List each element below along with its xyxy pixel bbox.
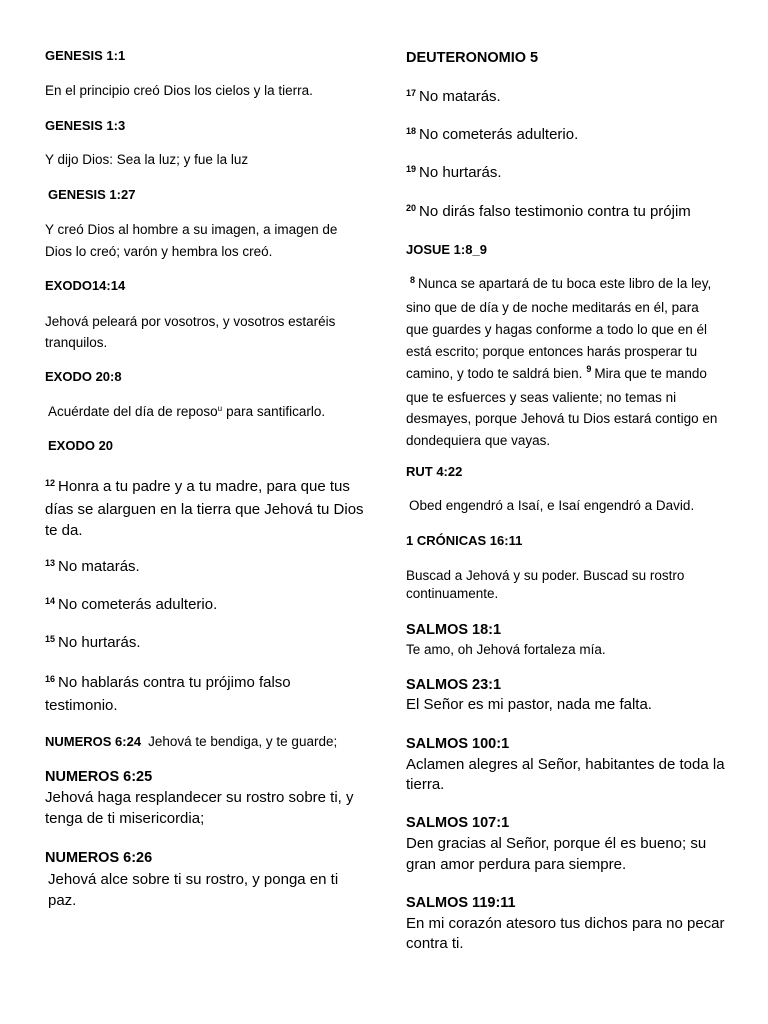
verse-text: No hurtarás. <box>419 164 502 181</box>
verse-line: Jehová haga resplandecer su rostro sobre ti, y <box>45 789 354 806</box>
verse-numeros-6-26 <box>48 869 338 911</box>
verse-number: 9 <box>586 364 592 375</box>
verse-line: tierra. <box>406 776 445 793</box>
verse-number: 12 <box>45 477 56 488</box>
verse-line: que guardes y hagas conforme a todo lo que en él <box>406 321 707 337</box>
verse-line: tranquilos. <box>45 335 108 350</box>
verse-text: No dirás falso testimonio contra tu prójim <box>419 203 691 220</box>
verse-deuteronomio-5-18 <box>406 124 578 147</box>
verse-number: 17 <box>406 87 417 98</box>
verse-salmos-18-1: Te amo, oh Jehová fortaleza mía. <box>406 642 606 657</box>
footnote-mark: u <box>217 404 223 414</box>
verse-line <box>45 556 140 579</box>
reference-salmos-23-1: SALMOS 23:1 <box>406 677 502 693</box>
reference-numeros-6-25: NUMEROS 6:25 <box>45 769 153 785</box>
verse-line: paz. <box>48 892 77 909</box>
verse-text: No cometerás adulterio. <box>419 126 579 143</box>
verse-line: Y creó Dios al hombre a su imagen, a imagen de <box>45 222 338 237</box>
verse-salmos-23-1: El Señor es mi pastor, nada me falta. <box>406 696 652 713</box>
verse-exodo-20-12 <box>45 476 364 541</box>
verse-exodo-20-13 <box>45 556 140 579</box>
verse-line: Y dijo Dios: Sea la luz; y fue la luz <box>45 152 249 167</box>
verse-line <box>45 476 364 499</box>
verse-salmos-119-11 <box>406 914 725 954</box>
verse-line: contra ti. <box>406 935 464 952</box>
verse-line <box>406 363 717 387</box>
verse-number: 13 <box>45 557 56 568</box>
verse-text: Mira que te mando <box>594 365 707 381</box>
verse-line: Dios lo creó; varón y hembra los creó. <box>45 244 273 259</box>
verse-number: 16 <box>45 673 56 684</box>
verse-exodo-20-8 <box>48 403 325 423</box>
verse-line: Jehová peleará por vosotros, y vosotros estaréis <box>45 314 336 329</box>
verse-line: días se alarguen en la tierra que Jehová tu Dios <box>45 501 364 518</box>
verse-text: Jehová te bendiga, y te guarde; <box>148 734 338 749</box>
verse-line <box>45 632 141 655</box>
reference-numeros-6-24: NUMEROS 6:24 <box>45 734 142 749</box>
verse-line: Jehová alce sobre ti su rostro, y ponga en ti <box>48 871 339 888</box>
reference-exodo-20: EXODO 20 <box>48 438 114 453</box>
verse-number: 19 <box>406 163 417 174</box>
reference-genesis-1-27: GENESIS 1:27 <box>48 187 136 202</box>
verse-numeros-6-24 <box>45 733 337 751</box>
verse-salmos-107-1 <box>406 833 706 875</box>
verse-genesis-1-1 <box>45 82 313 100</box>
verse-line: continuamente. <box>406 586 499 601</box>
verse-salmos-100-1 <box>406 755 725 795</box>
reference-exodo-14-14: EXODO14:14 <box>45 278 126 293</box>
verse-text: Nunca se apartará de tu boca este libro de la ley, <box>418 276 712 291</box>
verse-line: dondequiera que vayas. <box>406 433 551 449</box>
verse-exodo-20-15 <box>45 632 141 655</box>
verse-line: sino que de día y de noche meditarás en él, para <box>406 299 699 315</box>
verse-text: camino, y todo te saldrá bien. <box>406 365 583 381</box>
verse-josue-1-8-9 <box>406 273 718 452</box>
verse-line: Den gracias al Señor, porque él es bueno; su <box>406 835 707 852</box>
verse-exodo-14-14 <box>45 311 335 353</box>
verse-genesis-1-27 <box>45 219 337 263</box>
reference-rut-4-22: RUT 4:22 <box>406 464 463 479</box>
verse-line <box>45 672 291 695</box>
verse-deuteronomio-5-17 <box>406 86 501 109</box>
verse-line <box>45 594 217 617</box>
verse-line: desmayes, porque Jehová tu Dios estará contigo en <box>406 411 718 427</box>
verse-text: No matarás. <box>58 558 140 575</box>
verse-cronicas-16-11 <box>406 567 684 603</box>
verse-line: tenga de ti misericordia; <box>45 810 205 827</box>
verse-number: 20 <box>406 202 417 213</box>
verse-line: Aclamen alegres al Señor, habitantes de toda la <box>406 756 725 773</box>
reference-salmos-18-1: SALMOS 18:1 <box>406 622 502 638</box>
verse-deuteronomio-5-19 <box>406 162 502 185</box>
reference-salmos-119-11: SALMOS 119:11 <box>406 895 516 911</box>
verse-genesis-1-3 <box>45 151 248 169</box>
verse-text: Acuérdate del día de reposo <box>48 404 218 419</box>
reference-genesis-1-3: GENESIS 1:3 <box>45 118 126 133</box>
verse-text: No cometerás adulterio. <box>58 596 218 613</box>
reference-genesis-1-1: GENESIS 1:1 <box>45 48 126 63</box>
verse-line: En el principio creó Dios los cielos y la tierra. <box>45 83 313 98</box>
verse-exodo-20-14 <box>45 594 217 617</box>
verse-line <box>410 273 717 297</box>
verse-line: está escrito; porque entonces harás prosperar tu <box>406 343 698 359</box>
verse-number: 8 <box>410 274 416 285</box>
verse-text: para santificarlo. <box>226 404 326 419</box>
verse-line: En mi corazón atesoro tus dichos para no pecar <box>406 915 725 932</box>
verse-line: te da. <box>45 522 83 539</box>
reference-deuteronomio-5: DEUTERONOMIO 5 <box>406 50 539 66</box>
reference-cronicas-16-11: 1 CRÓNICAS 16:11 <box>406 533 523 548</box>
verse-text: No hurtarás. <box>58 634 141 651</box>
verse-number: 14 <box>45 595 56 606</box>
verse-text: No hablarás contra tu prójimo falso <box>58 674 291 691</box>
verse-numeros-6-25 <box>45 787 354 829</box>
verse-line: que te esfuerces y seas valiente; no temas ni <box>406 389 677 405</box>
verse-exodo-20-16 <box>45 672 291 716</box>
verse-text: Honra a tu padre y a tu madre, para que tus <box>58 478 350 495</box>
verse-number: 15 <box>45 633 56 644</box>
verse-line: gran amor perdura para siempre. <box>406 856 627 873</box>
verse-number: 18 <box>406 125 417 136</box>
verse-rut-4-22: Obed engendró a Isaí, e Isaí engendró a David. <box>409 498 695 513</box>
reference-exodo-20-8: EXODO 20:8 <box>45 369 122 384</box>
reference-josue-1-8-9: JOSUE 1:8_9 <box>406 242 487 257</box>
verse-line: Buscad a Jehová y su poder. Buscad su rostro <box>406 568 685 583</box>
verse-text: No matarás. <box>419 88 501 105</box>
reference-salmos-107-1: SALMOS 107:1 <box>406 815 510 831</box>
reference-salmos-100-1: SALMOS 100:1 <box>406 736 510 752</box>
verse-deuteronomio-5-20 <box>406 201 691 224</box>
verse-line: testimonio. <box>45 697 118 714</box>
reference-numeros-6-26: NUMEROS 6:26 <box>45 850 153 866</box>
